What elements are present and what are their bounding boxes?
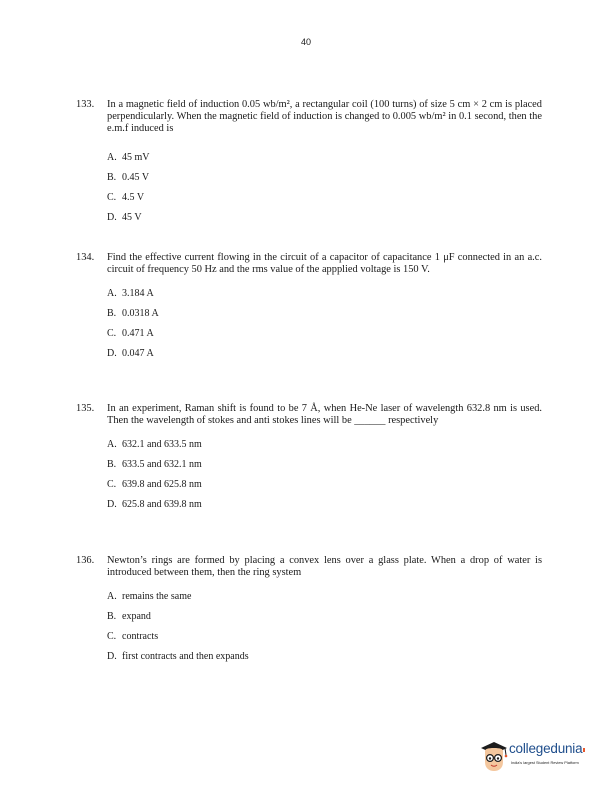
question-number: 135. bbox=[76, 403, 95, 414]
option-text: 633.5 and 632.1 nm bbox=[122, 459, 202, 470]
question-stem bbox=[76, 555, 542, 579]
logo-wordmark: collegedunia bbox=[509, 741, 585, 756]
question-text: In an experiment, Raman shift is found to be 7 Å, when He-Ne laser of wavelength 632.8 nm is used. Then the wavelength of stokes and anti stokes lines will be ______ respectively bbox=[107, 403, 542, 426]
option-letter: D. bbox=[107, 651, 117, 662]
option-letter: C. bbox=[107, 328, 117, 339]
option-a[interactable] bbox=[107, 288, 542, 308]
logo-tagline: India's largest Student Review Platform bbox=[511, 760, 579, 765]
option-text: 625.8 and 639.8 nm bbox=[122, 499, 202, 510]
option-letter: D. bbox=[107, 212, 117, 223]
option-b[interactable] bbox=[107, 611, 542, 631]
option-a[interactable] bbox=[107, 591, 542, 611]
option-d[interactable] bbox=[107, 499, 542, 519]
question-text: In a magnetic field of induction 0.05 wb/m², a rectangular coil (100 turns) of size 5 cm × 2 cm is placed perpendicularly. When the magnetic field of induction is changed to 0.005 wb/m² in 0.1 second, then the e.m.f induced is bbox=[107, 99, 542, 134]
question-number: 133. bbox=[76, 99, 95, 110]
option-text: 639.8 and 625.8 nm bbox=[122, 479, 202, 490]
page-number: 40 bbox=[300, 37, 311, 47]
question-136 bbox=[76, 555, 542, 671]
option-letter: A. bbox=[107, 591, 117, 602]
option-text: 0.45 V bbox=[122, 172, 150, 183]
option-text: expand bbox=[122, 611, 151, 622]
option-text: 4.5 V bbox=[122, 192, 145, 203]
option-c[interactable] bbox=[107, 479, 542, 499]
question-number: 134. bbox=[76, 252, 95, 263]
question-text: Find the effective current flowing in the circuit of a capacitor of capacitance 1 μF connected in an a.c. circuit of frequency 50 Hz and the rms value of the appplied voltage is 150 V. bbox=[107, 252, 542, 275]
option-text: 3.184 A bbox=[122, 288, 154, 299]
option-text: 0.471 A bbox=[122, 328, 154, 339]
option-c[interactable] bbox=[107, 192, 542, 212]
option-text: contracts bbox=[122, 631, 159, 642]
option-letter: B. bbox=[107, 611, 117, 622]
option-d[interactable] bbox=[107, 348, 542, 368]
option-text: 0.047 A bbox=[122, 348, 154, 359]
option-letter: C. bbox=[107, 631, 117, 642]
option-letter: C. bbox=[107, 192, 117, 203]
option-letter: C. bbox=[107, 479, 117, 490]
option-letter: A. bbox=[107, 152, 117, 163]
logo-dot bbox=[583, 748, 585, 752]
collegedunia-logo[interactable] bbox=[479, 738, 599, 774]
option-d[interactable] bbox=[107, 651, 542, 671]
option-text: 632.1 and 633.5 nm bbox=[122, 439, 202, 450]
option-a[interactable] bbox=[107, 152, 542, 172]
option-list bbox=[107, 439, 542, 519]
option-text: remains the same bbox=[122, 591, 192, 602]
option-list bbox=[107, 152, 542, 232]
option-text: 45 mV bbox=[122, 152, 150, 163]
option-d[interactable] bbox=[107, 212, 542, 232]
option-b[interactable] bbox=[107, 459, 542, 479]
graduate-mascot-icon bbox=[479, 738, 509, 774]
option-a[interactable] bbox=[107, 439, 542, 459]
option-b[interactable] bbox=[107, 172, 542, 192]
option-c[interactable] bbox=[107, 631, 542, 651]
option-text: 45 V bbox=[122, 212, 142, 223]
option-list bbox=[107, 591, 542, 671]
option-text: first contracts and then expands bbox=[122, 651, 249, 662]
option-c[interactable] bbox=[107, 328, 542, 348]
option-letter: D. bbox=[107, 499, 117, 510]
question-135 bbox=[76, 403, 542, 519]
option-letter: A. bbox=[107, 288, 117, 299]
option-letter: B. bbox=[107, 172, 117, 183]
option-letter: A. bbox=[107, 439, 117, 450]
question-stem bbox=[76, 252, 542, 276]
question-stem bbox=[76, 403, 542, 427]
option-letter: D. bbox=[107, 348, 117, 359]
question-133 bbox=[76, 99, 542, 232]
option-list bbox=[107, 288, 542, 368]
option-text: 0.0318 A bbox=[122, 308, 159, 319]
option-letter: B. bbox=[107, 459, 117, 470]
option-b[interactable] bbox=[107, 308, 542, 328]
question-text: Newton’s rings are formed by placing a convex lens over a glass plate. When a drop of water is introduced between them, then the ring system bbox=[107, 555, 542, 578]
question-stem bbox=[76, 99, 542, 135]
question-number: 136. bbox=[76, 555, 95, 566]
option-letter: B. bbox=[107, 308, 117, 319]
question-134 bbox=[76, 252, 542, 368]
